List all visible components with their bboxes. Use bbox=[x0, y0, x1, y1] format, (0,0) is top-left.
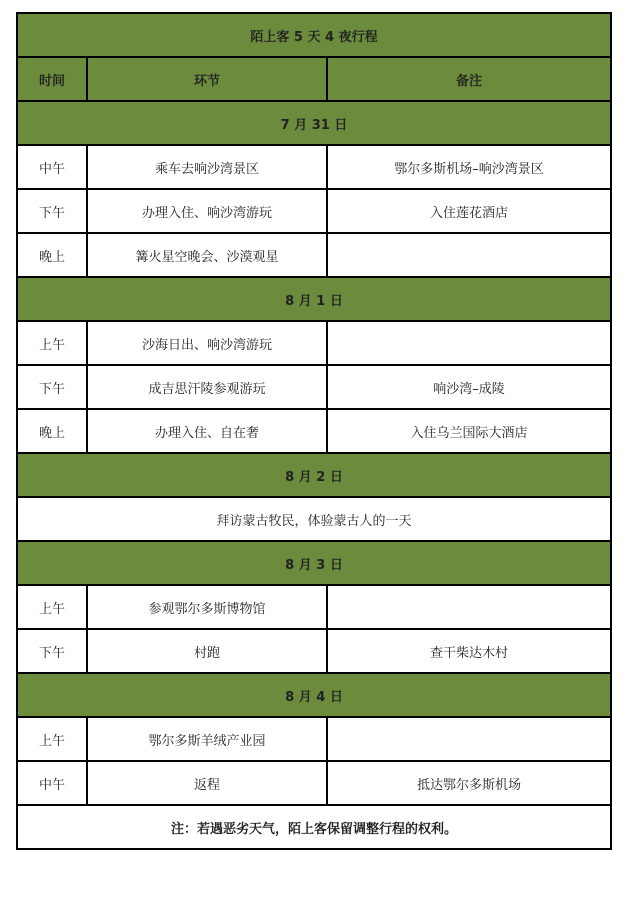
note-cell bbox=[327, 233, 611, 277]
itinerary-table bbox=[16, 12, 612, 850]
day-row bbox=[17, 673, 611, 717]
table-row bbox=[17, 321, 611, 365]
header-row bbox=[17, 57, 611, 101]
time-cell: 中午 bbox=[17, 761, 87, 805]
header-time: 时间 bbox=[17, 57, 87, 101]
table-row bbox=[17, 717, 611, 761]
note-cell: 鄂尔多斯机场–响沙湾景区 bbox=[327, 145, 611, 189]
day-row bbox=[17, 101, 611, 145]
note-cell bbox=[327, 717, 611, 761]
day-row bbox=[17, 277, 611, 321]
step-cell: 参观鄂尔多斯博物馆 bbox=[87, 585, 327, 629]
note-cell: 抵达鄂尔多斯机场 bbox=[327, 761, 611, 805]
note-cell: 响沙湾–成陵 bbox=[327, 365, 611, 409]
day-row bbox=[17, 541, 611, 585]
time-cell: 下午 bbox=[17, 189, 87, 233]
time-cell: 下午 bbox=[17, 365, 87, 409]
day-row bbox=[17, 453, 611, 497]
time-cell: 中午 bbox=[17, 145, 87, 189]
step-cell: 沙海日出、响沙湾游玩 bbox=[87, 321, 327, 365]
full-day-activity: 拜访蒙古牧民，体验蒙古人的一天 bbox=[17, 497, 611, 541]
note-cell: 入住莲花酒店 bbox=[327, 189, 611, 233]
time-cell: 晚上 bbox=[17, 409, 87, 453]
day-date: 8 月 2 日 bbox=[17, 453, 611, 497]
time-cell: 晚上 bbox=[17, 233, 87, 277]
table-row bbox=[17, 189, 611, 233]
table-row bbox=[17, 629, 611, 673]
header-note: 备注 bbox=[327, 57, 611, 101]
note-cell bbox=[327, 321, 611, 365]
table-row bbox=[17, 761, 611, 805]
footer-note: 注：若遇恶劣天气，陌上客保留调整行程的权利。 bbox=[17, 805, 611, 849]
step-cell: 鄂尔多斯羊绒产业园 bbox=[87, 717, 327, 761]
itinerary-body bbox=[17, 13, 611, 849]
day-date: 8 月 1 日 bbox=[17, 277, 611, 321]
day-date: 8 月 4 日 bbox=[17, 673, 611, 717]
table-row bbox=[17, 233, 611, 277]
time-cell: 上午 bbox=[17, 321, 87, 365]
table-row bbox=[17, 585, 611, 629]
title-row bbox=[17, 13, 611, 57]
step-cell: 办理入住、响沙湾游玩 bbox=[87, 189, 327, 233]
time-cell: 上午 bbox=[17, 717, 87, 761]
time-cell: 下午 bbox=[17, 629, 87, 673]
step-cell: 乘车去响沙湾景区 bbox=[87, 145, 327, 189]
table-row bbox=[17, 409, 611, 453]
day-date: 8 月 3 日 bbox=[17, 541, 611, 585]
note-cell: 入住乌兰国际大酒店 bbox=[327, 409, 611, 453]
note-cell bbox=[327, 585, 611, 629]
step-cell: 村跑 bbox=[87, 629, 327, 673]
itinerary-title: 陌上客 5 天 4 夜行程 bbox=[17, 13, 611, 57]
table-row bbox=[17, 365, 611, 409]
step-cell: 办理入住、自在奢 bbox=[87, 409, 327, 453]
full-day-row bbox=[17, 497, 611, 541]
step-cell: 成吉思汗陵参观游玩 bbox=[87, 365, 327, 409]
header-step: 环节 bbox=[87, 57, 327, 101]
footer-note-row bbox=[17, 805, 611, 849]
note-cell: 查干柴达木村 bbox=[327, 629, 611, 673]
step-cell: 返程 bbox=[87, 761, 327, 805]
table-row bbox=[17, 145, 611, 189]
day-date: 7 月 31 日 bbox=[17, 101, 611, 145]
time-cell: 上午 bbox=[17, 585, 87, 629]
step-cell: 篝火星空晚会、沙漠观星 bbox=[87, 233, 327, 277]
